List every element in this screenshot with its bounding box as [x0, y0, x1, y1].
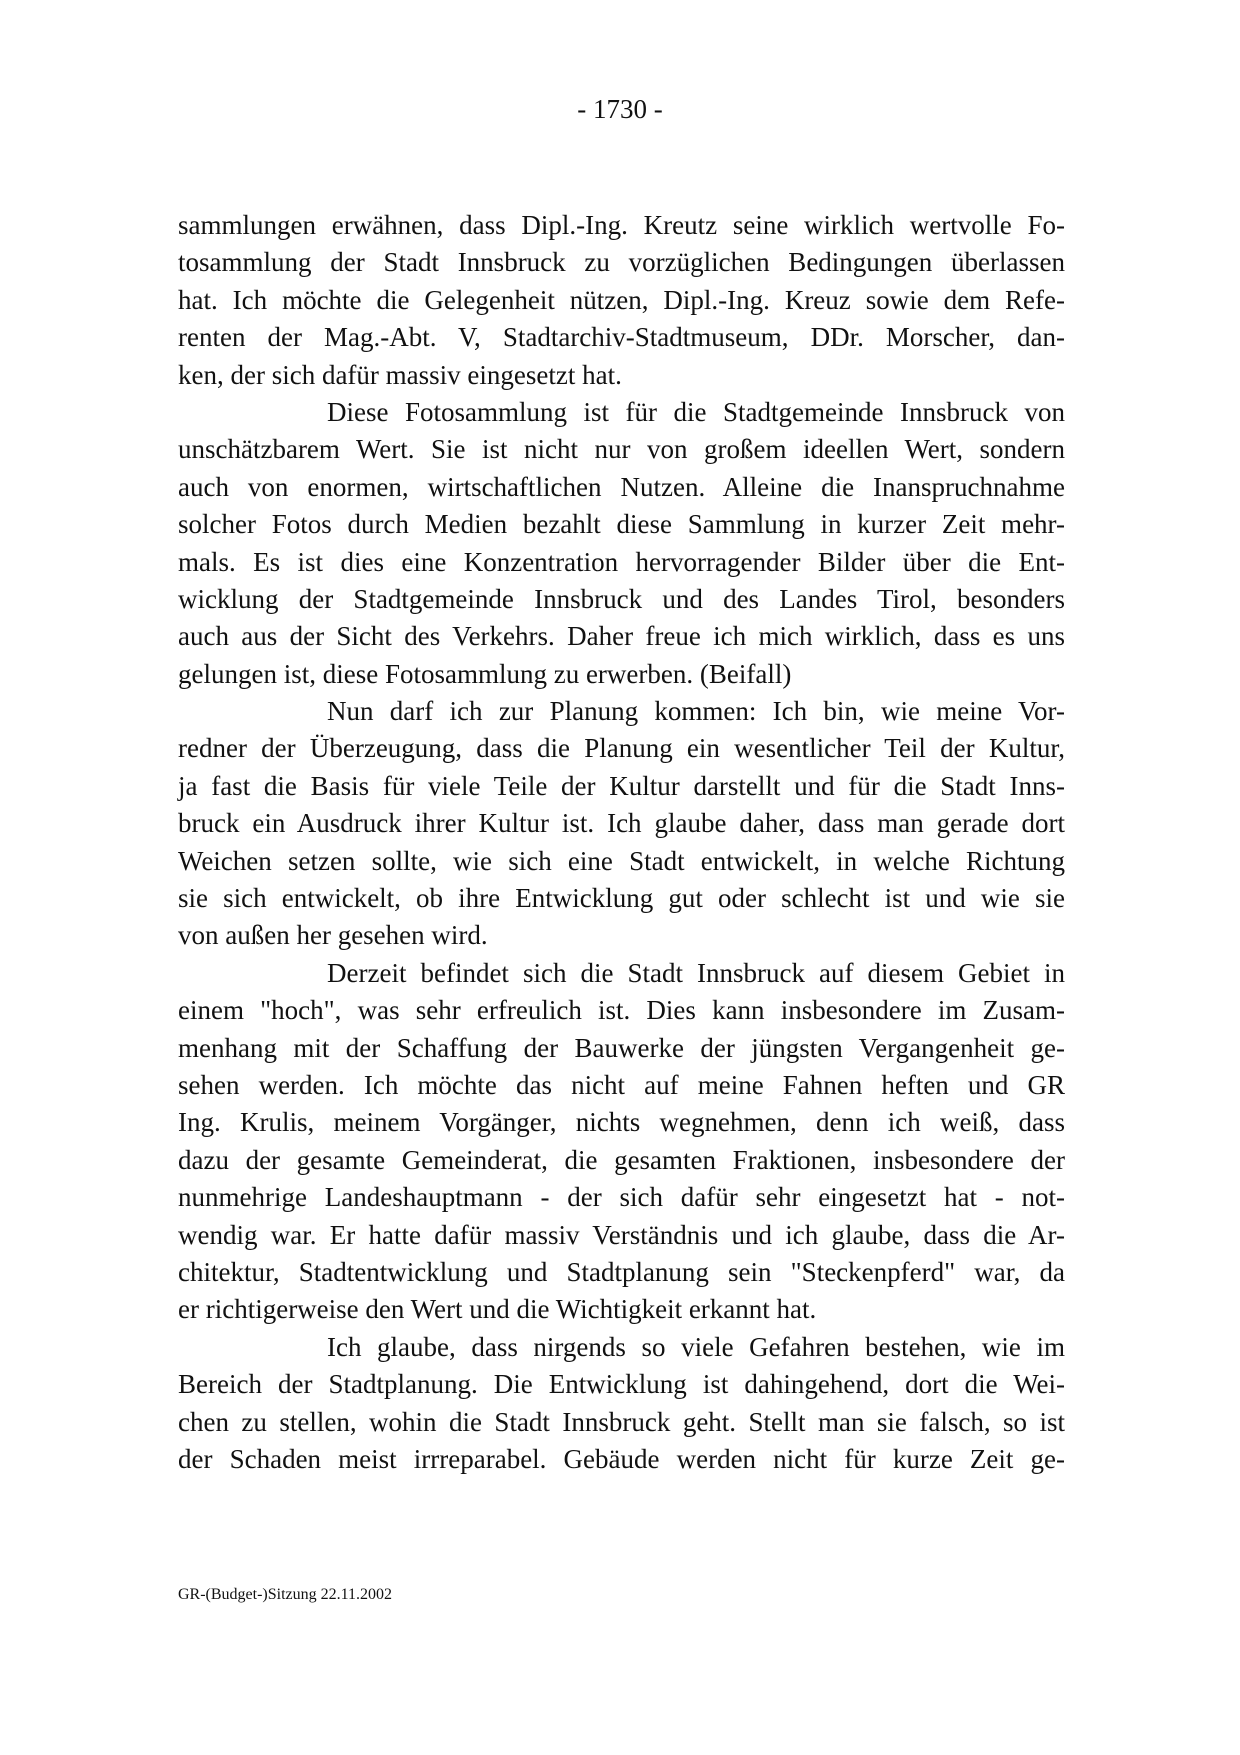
- text-line: chitektur, Stadtentwicklung und Stadtplanung sein "Steckenpferd" war, da: [178, 1256, 1065, 1287]
- text-line: sie sich entwickelt, ob ihre Entwicklung gut oder schlecht ist und wie sie: [178, 883, 1065, 914]
- text-line: bruck ein Ausdruck ihrer Kultur ist. Ich glaube daher, dass man gerade dort: [178, 808, 1065, 839]
- text-line: dazu der gesamte Gemeinderat, die gesamten Fraktionen, insbesondere der: [178, 1144, 1065, 1175]
- text-line: der Schaden meist irrreparabel. Gebäude werden nicht für kurze Zeit ge-: [178, 1443, 1065, 1474]
- text-line: Ing. Krulis, meinem Vorgänger, nichts wegnehmen, denn ich weiß, dass: [178, 1107, 1065, 1138]
- text-line: gelungen ist, diese Fotosammlung zu erwerben. (Beifall): [178, 658, 792, 689]
- text-line: ja fast die Basis für viele Teile der Kultur darstellt und für die Stadt Inns-: [178, 770, 1065, 801]
- text-line: Diese Fotosammlung ist für die Stadtgemeinde Innsbruck von: [327, 396, 1065, 427]
- text-line: redner der Überzeugung, dass die Planung ein wesentlicher Teil der Kultur,: [178, 733, 1065, 764]
- text-line: renten der Mag.-Abt. V, Stadtarchiv-Stadtmuseum, DDr. Morscher, dan-: [178, 322, 1065, 353]
- text-line: chen zu stellen, wohin die Stadt Innsbruck geht. Stellt man sie falsch, so ist: [178, 1406, 1065, 1437]
- text-line: Nun darf ich zur Planung kommen: Ich bin, wie meine Vor-: [327, 696, 1065, 727]
- body-text: [178, 207, 1065, 1478]
- text-line: mals. Es ist dies eine Konzentration hervorragender Bilder über die Ent-: [178, 546, 1065, 577]
- text-line: Bereich der Stadtplanung. Die Entwicklung ist dahingehend, dort die Wei-: [178, 1369, 1065, 1400]
- text-line: von außen her gesehen wird.: [178, 920, 488, 951]
- text-line: auch aus der Sicht des Verkehrs. Daher freue ich mich wirklich, dass es uns: [178, 621, 1065, 652]
- text-line: sammlungen erwähnen, dass Dipl.-Ing. Kreutz seine wirklich wertvolle Fo-: [178, 210, 1065, 240]
- page-number: - 1730 -: [577, 94, 663, 124]
- text-line: Ich glaube, dass nirgends so viele Gefahren bestehen, wie im: [327, 1331, 1065, 1362]
- text-line: menhang mit der Schaffung der Bauwerke der jüngsten Vergangenheit ge-: [178, 1032, 1065, 1063]
- text-line: Weichen setzen sollte, wie sich eine Stadt entwickelt, in welche Richtung: [178, 845, 1065, 876]
- text-line: ken, der sich dafür massiv eingesetzt hat.: [178, 359, 622, 390]
- text-line: Derzeit befindet sich die Stadt Innsbruck auf diesem Gebiet in: [327, 957, 1065, 988]
- text-line: unschätzbarem Wert. Sie ist nicht nur von großem ideellen Wert, sondern: [178, 434, 1065, 465]
- footer-session-label: GR-(Budget-)Sitzung 22.11.2002: [178, 1586, 393, 1603]
- text-line: wicklung der Stadtgemeinde Innsbruck und des Landes Tirol, besonders: [178, 583, 1065, 614]
- text-line: sehen werden. Ich möchte das nicht auf meine Fahnen heften und GR: [178, 1069, 1065, 1100]
- text-line: er richtigerweise den Wert und die Wichtigkeit erkannt hat.: [178, 1294, 817, 1325]
- text-line: nunmehrige Landeshauptmann - der sich dafür sehr eingesetzt hat - not-: [178, 1182, 1065, 1213]
- text-line: solcher Fotos durch Medien bezahlt diese Sammlung in kurzer Zeit mehr-: [178, 509, 1065, 540]
- text-line: tosammlung der Stadt Innsbruck zu vorzüglichen Bedingungen überlassen: [178, 247, 1065, 278]
- text-line: einem "hoch", was sehr erfreulich ist. Dies kann insbesondere im Zusam-: [178, 995, 1065, 1026]
- text-line: auch von enormen, wirtschaftlichen Nutzen. Alleine die Inanspruchnahme: [178, 471, 1065, 502]
- text-line: wendig war. Er hatte dafür massiv Verständnis und ich glaube, dass die Ar-: [178, 1219, 1065, 1250]
- text-line: hat. Ich möchte die Gelegenheit nützen, Dipl.-Ing. Kreuz sowie dem Refe-: [178, 284, 1065, 315]
